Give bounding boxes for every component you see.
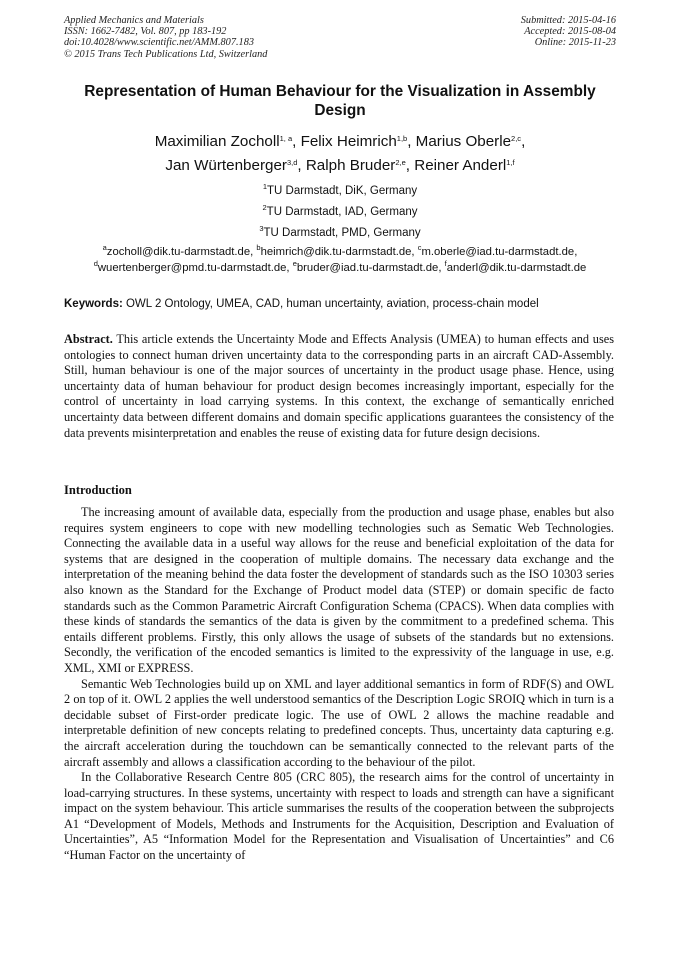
author-separator: , [407,133,416,150]
section-heading-introduction: Introduction [64,483,132,497]
affiliation-marker: 3 [259,224,264,233]
paper-title: Representation of Human Behaviour for the Visualization in Assembly Design [84,83,596,119]
issn-line: ISSN: 1662-7482, Vol. 807, pp 183-192 [64,26,227,38]
email-link[interactable]: heimrich@dik.tu-darmstadt.de, [260,246,418,258]
email-link[interactable]: zocholl@dik.tu-darmstadt.de, [106,246,257,258]
affiliation [64,202,616,223]
keywords-text: OWL 2 Ontology, UMEA, CAD, human uncertainty, aviation, process-chain model [122,298,539,310]
email-marker: e [292,258,297,268]
affiliation-marker: 2 [262,203,267,212]
email-link[interactable]: anderl@dik.tu-darmstadt.de [446,261,587,274]
email-marker: a [102,243,107,252]
keywords [64,297,624,311]
abstract-text: This article extends the Uncertainty Mode and Effects Analysis (UMEA) to human effects and uses ontologies to connect human driven uncertainty data to the corresponding parts in an aircraft CAD-Assembly. Still, human behaviour is one of the major sources of uncertainty in the product usage phase. Hence, using uncertainty data of human behaviour for product design becomes increasingly important, especially for the control of uncertainty in load carrying systems. In this context, the exchange of semantically enriched uncertainty data between different domains and domain specific applications guarantees the consistency of the data prevents misinterpretation and enables the reuse of existing data for future design decisions. [64,332,614,440]
author-name: Ralph Bruder [305,156,396,174]
online-date: Online: 2015-11-23 [534,37,616,49]
author-list [64,130,616,177]
doi-line[interactable]: doi:10.4028/www.scientific.net/AMM.807.183 [64,37,254,49]
email-link[interactable]: bruder@iad.tu-darmstadt.de, [296,261,445,274]
author-name: Marius Oberle [415,133,512,150]
email-line-1 [60,245,620,261]
email-marker: f [444,258,447,268]
author-marker: 2,e [395,157,406,167]
introduction-body [64,505,614,864]
author-name: Reiner Anderl [414,156,507,174]
affiliation-text: TU Darmstadt, PMD, Germany [263,227,421,239]
author-marker: 1,b [396,134,408,143]
email-link[interactable]: wuertenberger@pmd.tu-darmstadt.de, [97,261,293,274]
submission-dates [521,15,616,49]
email-marker: b [256,243,261,252]
author-line-2 [64,154,616,178]
abstract-label: Abstract. [64,332,113,346]
affiliation-text: TU Darmstadt, IAD, Germany [266,206,418,218]
author-name: Felix Heimrich [300,133,397,150]
affiliation [64,181,616,202]
author-name: Jan Würtenberger [165,156,287,174]
email-marker: c [417,243,422,252]
author-separator: , [297,156,306,174]
paragraph: In the Collaborative Research Centre 805 (CRC 805), the research aims for the control of uncertainty in load-carrying structures. In these systems, uncertainty with respect to loads and strength can have a significant impact on the system behaviour. This article summarises the results of the cooperation between the subprojects A1 “Development of Models, Methods and Instruments for the Acquisition, Description and Evaluation of Uncertainties”, A5 “Information Model for the Representation and Visualisation of Uncertainties” and C6 “Human Factor on the uncertainty of [64,770,614,863]
email-list [60,245,620,276]
affiliation-text: TU Darmstadt, DiK, Germany [267,185,418,197]
abstract [64,332,614,441]
journal-info [64,15,267,60]
paragraph: The increasing amount of available data, especially from the production and usage phase, enables but also requires system engineers to cope with new modelling technologies such as Sematic Web Technologies. Connecting the available data in a useful way allows for the reuse and beneficial exploitation of the data for systems that are designed in the cooperation of multiple domains. The necessary data exchange and the interpretation of the meaning behind the data foster the development of standards such as the ISO 10303 series also known as the Standard for the Exchange of Product model data (STEP) or domain specific de facto standards such as the Common Parametric Aircraft Configuration Schema (CPACS). When data complies with these kinds of standards the semantics of the data is given by the commitment to a predefined schema. This entails different problems. Firstly, this only allows the usage of subsets of the standards but no extensions. Secondly, the verification of the encoded semantics is limited to the expressivity of the language in use, e.g. XML, XMI or EXPRESS. [64,505,614,675]
submitted-date: Submitted: 2015-04-16 [520,15,616,26]
author-separator: , [292,133,301,150]
keywords-label: Keywords: [64,298,123,310]
paragraph: Semantic Web Technologies build up on XML and layer additional semantics in form of RDF(S) and OWL 2 on top of it. OWL 2 applies the well understood semantics of the Description Logic SROIQ which in turn is a decidable subset of First-order predicate logic. The use of OWL 2 allows the machine readable and interpretable definition of new concepts relating to predefined concepts. Thus, uncertainty data capturing e.g. the aircraft acceleration during the touchdown can be semantically connected to the relevant parts of the aircraft assembly and allows a classification according to the behaviour of the pilot. [64,676,614,769]
author-marker: 3,d [286,157,298,167]
author-separator: , [521,133,526,150]
author-name: Maximilian Zocholl [154,133,280,150]
author-line-1 [64,130,616,154]
affiliation-marker: 1 [262,182,267,191]
author-marker: 1, a [279,134,293,143]
email-link[interactable]: m.oberle@iad.tu-darmstadt.de, [421,246,578,258]
author-marker: 1,f [506,157,515,167]
author-marker: 2,c [511,134,522,143]
copyright-line: © 2015 Trans Tech Publications Ltd, Switzerland [64,48,268,60]
journal-name: Applied Mechanics and Materials [64,15,204,26]
author-separator: , [405,156,415,174]
email-line-2 [60,258,620,277]
affiliation-list [64,181,616,244]
accepted-date: Accepted: 2015-08-04 [524,26,616,38]
affiliation [64,223,616,244]
email-marker: d [93,258,98,268]
